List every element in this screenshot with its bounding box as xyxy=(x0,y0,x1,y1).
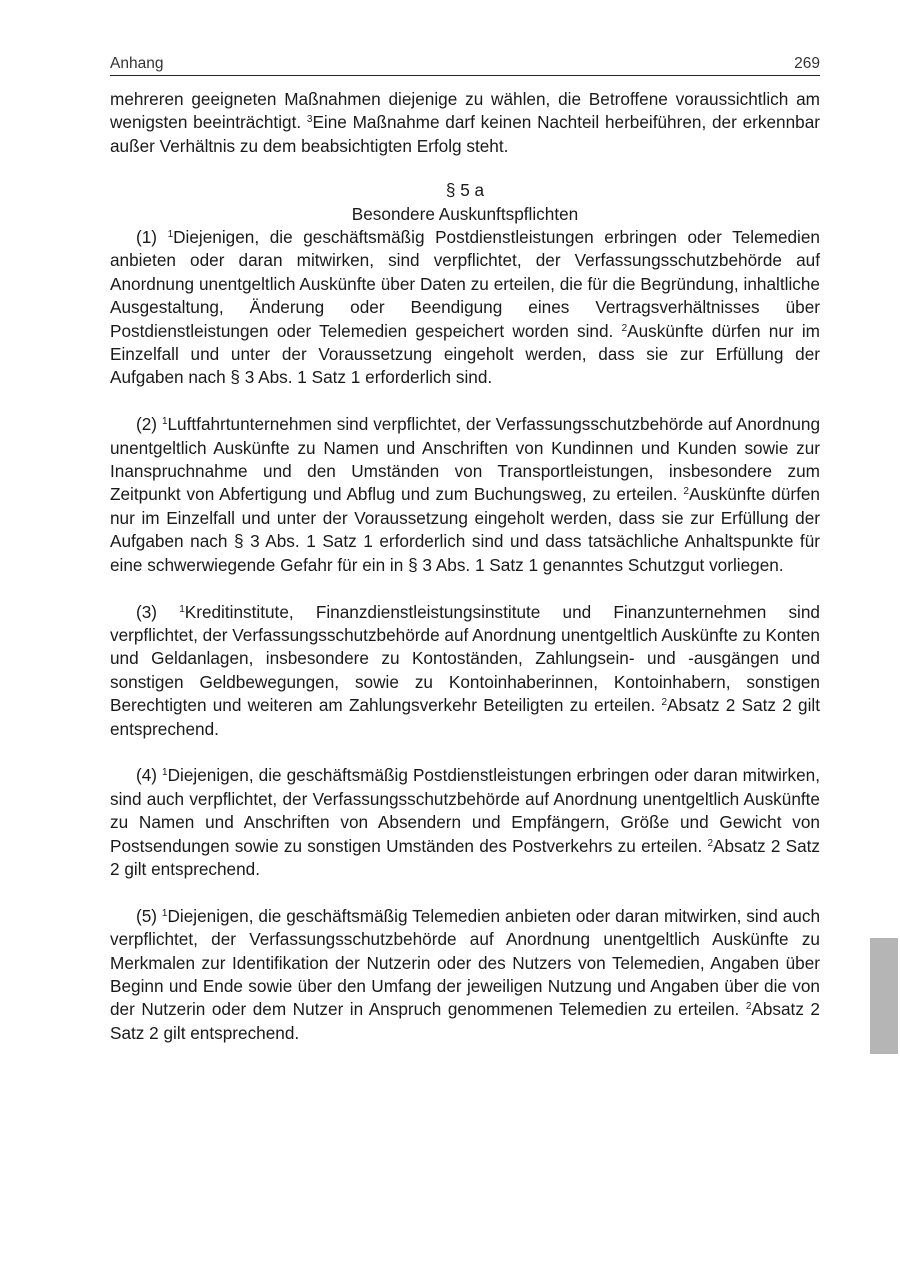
paragraph-3: (3) $^1$Kreditinstitute, Finanzdienstleistungsinstitute und Finanzunternehmen sind verpflichtet, der Verfassungsschutzbehörde auf Anordnung unentgeltlich Auskünfte zu Konten und Geldanlagen, insbesondere zu Kontoständen, Zahlungsein- und -ausgängen und sonstigen Geldbewegungen, sowie zu Kontoinhaberinnen, Kontoinhabern, sonstigen Berechtigten und weiteren am Zahlungsverkehr Beteiligten zu erteilen. $^2$Absatz 2 Satz 2 gilt entsprechend. xyxy=(110,601,820,739)
sentence-number: 2 xyxy=(621,322,628,334)
paragraph-5: (5) $^1$Diejenigen, die geschäftsmäßig Telemedien anbieten oder daran mitwirken, sind auch verpflichtet, der Verfassungsschutzbehörde auf Anordnung unentgeltlich Auskünfte zu Merkmalen zur Identifikation der Nutzerin oder des Nutzers von Telemedien, Angaben über Beginn und Ende sowie über den Umfang der jeweiligen Nutzung und Angaben über die von der Nutzerin oder dem Nutzer in Anspruch genommenen Telemedien zu erteilen. $^2$Absatz 2 Satz 2 gilt entsprechend. xyxy=(110,905,820,1043)
sentence-number: 2 xyxy=(661,697,668,709)
sentence-number: 1 xyxy=(161,907,168,919)
paragraph-gap xyxy=(110,741,820,764)
paragraph-2: (2) $^1$Luftfahrtunternehmen sind verpflichtet, der Verfassungsschutzbehörde auf Anordnung unentgeltlich Auskünfte zu Namen und Anschriften von Kundinnen und Kunden sowie zur Inanspruchnahme und den Umständen von Transportleistungen, insbesondere zum Zeitpunkt von Abfertigung und Abflug und zum Buchungsweg, zu erteilen. $^2$Auskünfte dürfen nur im Einzelfall und unter der Voraussetzung eingeholt werden, dass sie zur Erfüllung der Aufgaben nach § 3 Abs. 1 Satz 1 erforderlich sind und dass tatsächliche Anhaltspunkte für eine schwerwiegende Gefahr für ein in § 3 Abs. 1 Satz 1 genanntes Schutzgut vorliegen. xyxy=(110,414,821,575)
sentence-number: 1 xyxy=(167,229,174,241)
sentence-number: 2 xyxy=(683,486,689,498)
sentence-number: 1 xyxy=(161,416,168,428)
page-number: 269 xyxy=(794,55,820,72)
section-heading xyxy=(110,179,820,226)
paragraph-4: (4) $^1$Diejenigen, die geschäftsmäßig Postdienstleistungen erbringen oder daran mitwirken, sind auch verpflichtet, der Verfassungsschutzbehörde auf Anordnung unentgeltlich Auskünfte zu Namen und Anschriften von Absendern und Empfängern, Größe und Gewicht von Postsendungen sowie zu sonstigen Umständen des Postverkehrs zu erteilen. $^2$Absatz 2 Satz 2 gilt entsprechend. xyxy=(110,765,821,879)
section-number: § 5 a xyxy=(445,180,485,201)
sentence-number: 2 xyxy=(745,1001,752,1013)
sentence-number: 3 xyxy=(306,114,313,126)
paragraph-1: (1) $^1$Diejenigen, die geschäftsmäßig Postdienstleistungen erbringen oder Telemedien anbieten oder daran mitwirken, sind verpflichtet, der Verfassungsschutzbehörde auf Anordnung unentgeltlich Auskünfte über Daten zu erteilen, die für die Begründung, inhaltliche Ausgestaltung, Änderung oder Beendigung eines Vertragsverhältnisses über Postdienstleistungen oder Telemedien gespeichert worden sind. $^2$Auskünfte dürfen nur im Einzelfall und unter der Voraussetzung eingeholt werden, dass sie zur Erfüllung der Aufgaben nach § 3 Abs. 1 Satz 1 erforderlich sind. xyxy=(110,227,820,388)
paragraph-number: (1) xyxy=(136,227,168,248)
running-head xyxy=(110,52,820,76)
paragraph-number: (4) xyxy=(136,765,163,786)
paragraph-number: (5) xyxy=(136,905,162,926)
body-text xyxy=(110,88,820,1045)
continuation-paragraph: mehreren geeigneten Maßnahmen diejenige zu wählen, die Betroffene voraussichtlich am wenigsten beeinträchtigt. $^3$Eine Maßnahme darf keinen Nachteil herbeiführen, der erkennbar außer Verhältnis zu dem beabsichtigten Erfolg steht. xyxy=(110,89,820,156)
paragraph-gap xyxy=(110,881,820,904)
paragraph-number: (2) xyxy=(136,414,162,435)
sentence-number: 1 xyxy=(162,767,168,779)
paragraph-gap xyxy=(110,577,820,600)
section-title: Besondere Auskunftspflichten xyxy=(351,203,579,224)
paragraph-gap xyxy=(110,390,820,413)
thumb-index-tab xyxy=(870,938,898,1054)
sentence-number: 2 xyxy=(707,837,714,849)
running-title: Anhang xyxy=(110,55,164,72)
paragraph-number: (3) xyxy=(136,601,180,622)
sentence-number: 1 xyxy=(179,603,185,615)
